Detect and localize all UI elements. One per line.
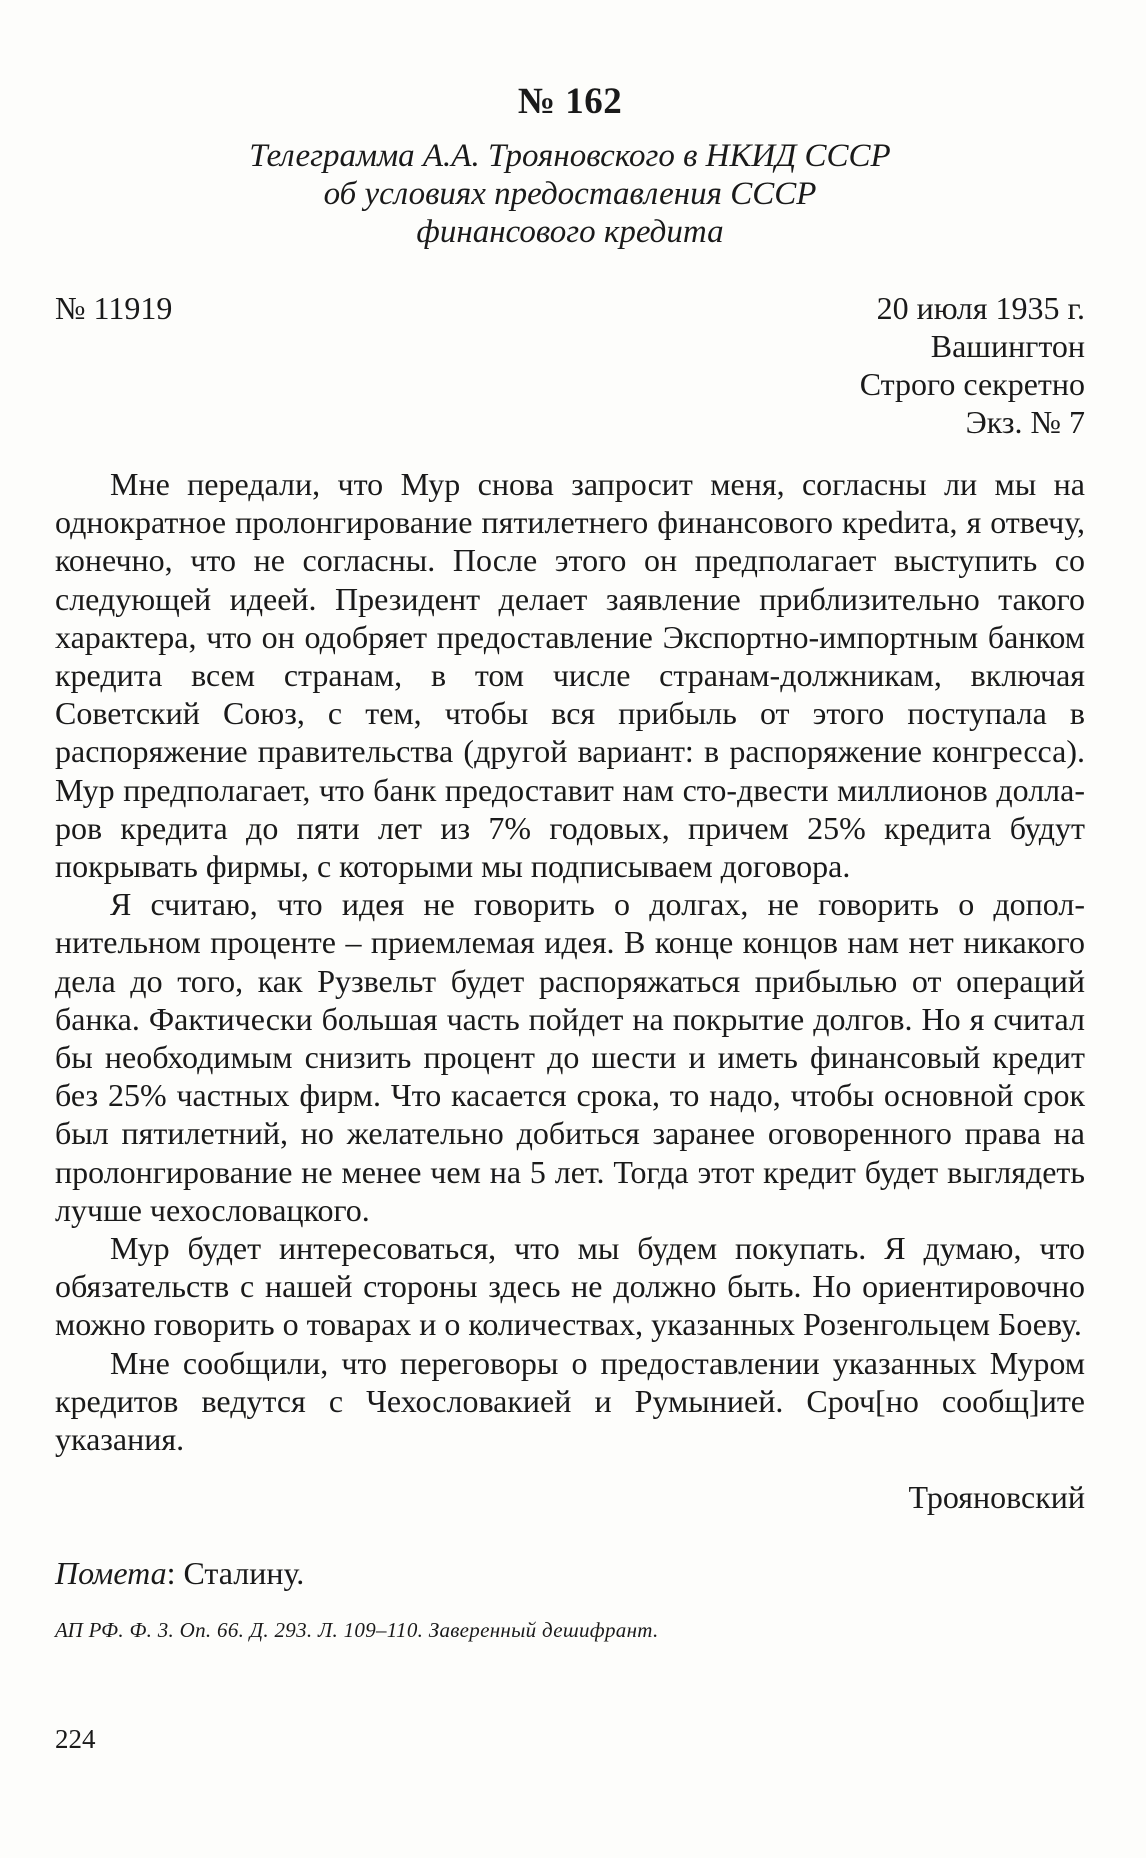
telegram-body [55, 465, 1085, 1458]
title-line: об условиях предоставления СССР [323, 176, 817, 212]
telegram-meta-right [860, 289, 1085, 441]
note [55, 1554, 1085, 1592]
signature: Трояновский [908, 1479, 1085, 1516]
archive-reference: АП РФ. Ф. 3. Оп. 66. Д. 293. Л. 109–110. Заверенный дешифрант. [55, 1618, 659, 1643]
classification-label: Строго секретно [859, 366, 1085, 402]
copy-number: Экз. № 7 [965, 404, 1085, 440]
page-number: 224 [55, 1724, 96, 1754]
title-line: Телеграмма А.А. Трояновского в НКИД СССР [249, 138, 891, 174]
body-paragraph: Мне сообщили, что переговоры о предоставлении указанных Муром кредитов ведутся с Чехословакией и Румынией. Сроч[но сообщ]ите указания. [55, 1344, 1085, 1458]
body-paragraph: Мур будет интересоваться, что мы будем покупать. Я думаю, что обязательств с нашей стороны здесь не должно быть. Но ориентировочно можно говорить о товарах и о количествах, указанных Розенгольцем Боеву. [55, 1230, 1085, 1343]
telegram-number: № 11919 [55, 290, 173, 326]
telegram-place: Вашингтон [930, 328, 1085, 364]
document-page [55, 80, 1085, 1643]
document-number: № 162 [517, 81, 623, 122]
note-text: Сталину. [175, 1555, 305, 1592]
body-paragraph: Я считаю, что идея не говорить о долгах, не говорить о дополнительном проценте – приемлемая идея. В конце концов нам нет никакого дела до того, как Рузвельт будет распоряжаться прибылью от операций банка. Фактически большая часть пойдет на покрытие долгов. Но я считал бы необходимым снизить процент до шести и иметь финансовый кредит без 25% частных фирм. Что касается срока, то надо, чтобы основной срок был пятилетний, но желательно добиться заранее оговоренного права на пролонгирование не менее чем на 5 лет. Тогда этот кредит будет выглядеть лучше чехословацкого. [55, 886, 1085, 1228]
body-paragraph: Мне передали, что Мур снова запросит меня, согласны ли мы на однократное пролонгирование пятилетнего финансового креdита, я отвечу, конечно, что не согласны. После этого он предполагает выступить со следующей идеей. Президент делает заявление приблизительно такого характера, что он одобряет предоставление Экспортно-импортным банком кредита всем странам, в том числе странам-должникам, включая Советский Союз, с тем, чтобы вся прибыль от этого поступала в распоряжение правительства (другой вариант: в распоряжение конгресса). Мур предполагает, что банк предоставит нам сто-двести миллионов долларов кредита до пяти лет из 7% годовых, причем 25% кредита будут покрывать фирмы, с которыми мы подписываем договора. [55, 466, 1085, 885]
telegram-meta [55, 289, 1085, 439]
title-line: финансового кредита [416, 214, 724, 250]
note-separator: : [166, 1555, 176, 1592]
telegram-date: 20 июля 1935 г. [876, 290, 1085, 326]
document-title [55, 137, 1085, 251]
note-label: Помета [55, 1555, 167, 1592]
